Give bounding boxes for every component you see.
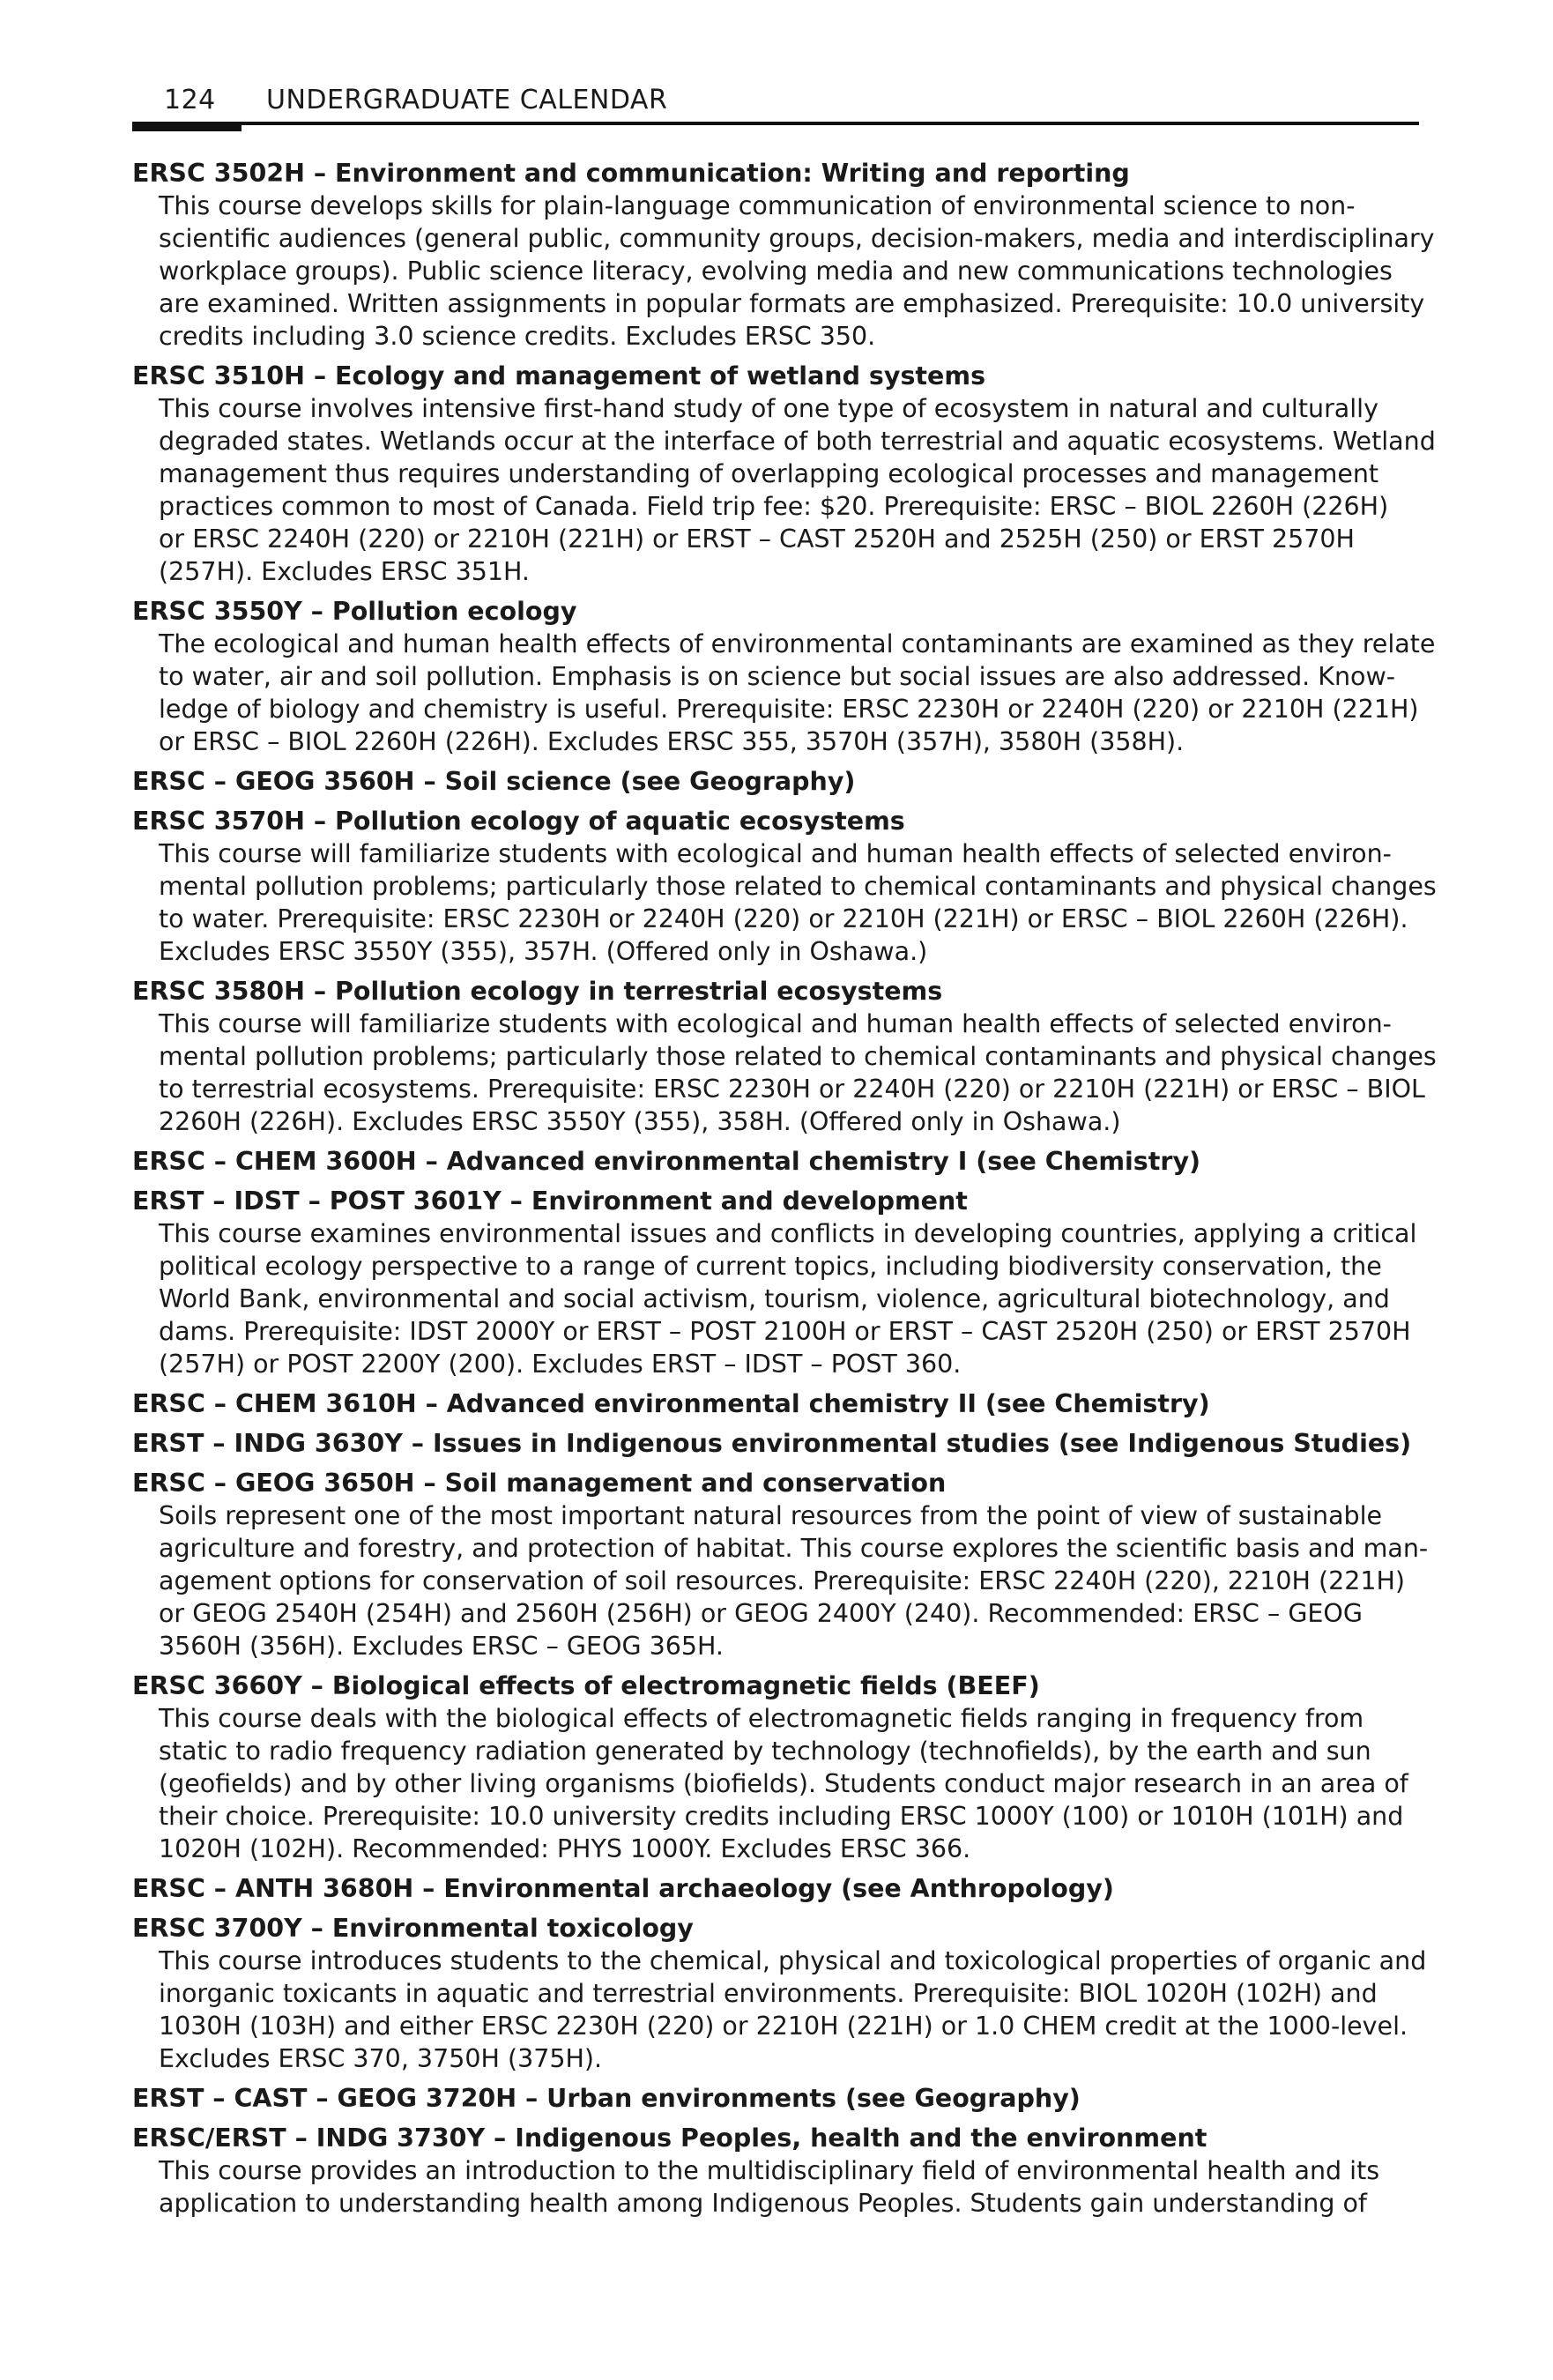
course-entry — [132, 765, 1401, 798]
description-line: Soils represent one of the most important natural resources from the point of view of sustainable — [159, 1501, 1383, 1530]
description-line: Excludes ERSC 370, 3750H (375H). — [159, 2044, 603, 2073]
course-description — [159, 1702, 1408, 1865]
description-line: 3560H (356H). Excludes ERSC – GEOG 365H. — [159, 1632, 724, 1661]
description-line: to water. Prerequisite: ERSC 2230H or 2240H (220) or 2210H (221H) or ERSC – BIOL 2260H (226H). — [159, 904, 1408, 933]
description-line: This course introduces students to the chemical, physical and toxicological properties of organic and — [159, 1946, 1427, 1975]
header-rule — [132, 122, 1419, 125]
description-line: This course develops skills for plain-language communication of environmental science to non- — [159, 191, 1356, 220]
course-list — [132, 157, 1437, 2227]
description-line: degraded states. Wetlands occur at the interface of both terrestrial and aquatic ecosystems. Wetland — [159, 427, 1436, 456]
course-entry — [132, 2082, 1401, 2115]
course-entry — [132, 1467, 1429, 1662]
description-line: This course will familiarize students with ecological and human health effects of selected environ- — [159, 1009, 1392, 1038]
course-title: ERSC 3660Y – Biological effects of electromagnetic fields (BEEF) — [132, 1671, 1040, 1700]
course-entry — [132, 360, 1436, 588]
course-entry — [132, 975, 1437, 1138]
course-entry — [132, 1872, 1401, 1905]
description-line: The ecological and human health effects of environmental contaminants are examined as they relate — [159, 629, 1436, 658]
description-line: their choice. Prerequisite: 10.0 university credits including ERSC 1000Y (100) or 1010H (101H) and — [159, 1802, 1404, 1831]
course-entry — [132, 595, 1436, 758]
course-title: ERST – IDST – POST 3601Y – Environment and development — [132, 1186, 968, 1216]
description-line: static to radio frequency radiation generated by technology (technofields), by the earth and sun — [159, 1737, 1371, 1766]
course-title: ERSC – ANTH 3680H – Environmental archaeology (see Anthropology) — [132, 1874, 1114, 1903]
description-line: agement options for conservation of soil resources. Prerequisite: ERSC 2240H (220), 2210H (221H) — [159, 1566, 1406, 1595]
description-line: practices common to most of Canada. Field trip fee: $20. Prerequisite: ERSC – BIOL 2260H (226H) — [159, 492, 1389, 521]
description-line: This course involves intensive first-hand study of one type of ecosystem in natural and culturally — [159, 394, 1378, 423]
course-description — [159, 190, 1435, 353]
course-description — [159, 1945, 1427, 2075]
description-line: (geofields) and by other living organisms (biofields). Students conduct major research in an area of — [159, 1769, 1408, 1798]
description-line: mental pollution problems; particularly those related to chemical contaminants and physical changes — [159, 872, 1437, 901]
description-line: This course examines environmental issues and conflicts in developing countries, applying a critical — [159, 1219, 1417, 1248]
course-description — [159, 1008, 1437, 1138]
description-line: 1030H (103H) and either ERSC 2230H (220) or 2210H (221H) or 1.0 CHEM credit at the 1000-level. — [159, 2012, 1408, 2041]
course-title: ERSC – GEOG 3560H – Soil science (see Geography) — [132, 767, 856, 796]
description-line: inorganic toxicants in aquatic and terrestrial environments. Prerequisite: BIOL 1020H (102H) and — [159, 1979, 1378, 2008]
course-title: ERSC 3580H – Pollution ecology in terrestrial ecosystems — [132, 977, 943, 1006]
course-title: ERSC 3510H – Ecology and management of wetland systems — [132, 361, 986, 390]
description-line: ledge of biology and chemistry is useful. Prerequisite: ERSC 2230H or 2240H (220) or 2210H (221H) — [159, 695, 1419, 724]
description-line: dams. Prerequisite: IDST 2000Y or ERST – POST 2100H or ERST – CAST 2520H (250) or ERST 2570H — [159, 1317, 1411, 1346]
description-line: Excludes ERSC 3550Y (355), 357H. (Offered only in Oshawa.) — [159, 937, 928, 966]
description-line: mental pollution problems; particularly those related to chemical contaminants and physical changes — [159, 1042, 1437, 1071]
course-entry — [132, 1670, 1408, 1865]
description-line: agriculture and forestry, and protection of habitat. This course explores the scientific basis and man- — [159, 1534, 1429, 1563]
course-description — [159, 392, 1436, 588]
course-title: ERSC/ERST – INDG 3730Y – Indigenous Peoples, health and the environment — [132, 2123, 1207, 2153]
course-title: ERSC – CHEM 3610H – Advanced environmental chemistry II (see Chemistry) — [132, 1389, 1210, 1418]
description-line: This course provides an introduction to the multidisciplinary field of environmental health and its — [159, 2156, 1380, 2185]
description-line: management thus requires understanding of overlapping ecological processes and management — [159, 459, 1379, 488]
description-line: to water, air and soil pollution. Emphasis is on science but social issues are also addressed. Know- — [159, 662, 1396, 691]
course-title: ERSC 3700Y – Environmental toxicology — [132, 1914, 694, 1943]
course-title: ERST – INDG 3630Y – Issues in Indigenous environmental studies (see Indigenous Studies) — [132, 1429, 1412, 1458]
course-entry — [132, 1427, 1412, 1460]
course-description — [159, 628, 1436, 758]
description-line: political ecology perspective to a range of current topics, including biodiversity conservation, the — [159, 1252, 1382, 1281]
course-title: ERSC 3570H – Pollution ecology of aquatic ecosystems — [132, 807, 905, 836]
course-description — [159, 837, 1437, 968]
description-line: (257H). Excludes ERSC 351H. — [159, 557, 530, 586]
course-entry — [132, 1912, 1427, 2075]
course-description — [159, 2154, 1401, 2220]
course-title: ERSC – CHEM 3600H – Advanced environmental chemistry I (see Chemistry) — [132, 1147, 1201, 1176]
page-number: 124 — [164, 85, 216, 115]
description-line: are examined. Written assignments in popular formats are emphasized. Prerequisite: 10.0 university — [159, 289, 1425, 318]
course-entry — [132, 1387, 1401, 1420]
description-line: scientific audiences (general public, community groups, decision-makers, media and interdisciplinary — [159, 224, 1435, 253]
course-title: ERSC 3502H – Environment and communication: Writing and reporting — [132, 159, 1130, 188]
description-line: This course deals with the biological effects of electromagnetic fields ranging in frequency from — [159, 1704, 1364, 1733]
description-line: to terrestrial ecosystems. Prerequisite: ERSC 2230H or 2240H (220) or 2210H (221H) or ERSC – BIOL — [159, 1075, 1425, 1104]
header-thick-bar — [132, 122, 241, 131]
running-title: UNDERGRADUATE CALENDAR — [266, 85, 668, 115]
description-line: or ERSC – BIOL 2260H (226H). Excludes ERSC 355, 3570H (357H), 3580H (358H). — [159, 727, 1185, 756]
description-line: This course will familiarize students with ecological and human health effects of selected environ- — [159, 839, 1392, 868]
course-title: ERSC – GEOG 3650H – Soil management and conservation — [132, 1469, 947, 1498]
description-line: workplace groups). Public science literacy, evolving media and new communications technologies — [159, 257, 1393, 286]
course-entry — [132, 2122, 1401, 2220]
description-line: credits including 3.0 science credits. Excludes ERSC 350. — [159, 322, 876, 351]
description-line: 2260H (226H). Excludes ERSC 3550Y (355), 358H. (Offered only in Oshawa.) — [159, 1107, 1121, 1136]
description-line: (257H) or POST 2200Y (200). Excludes ERST – IDST – POST 360. — [159, 1350, 962, 1379]
course-entry — [132, 1145, 1401, 1178]
description-line: 1020H (102H). Recommended: PHYS 1000Y. Excludes ERSC 366. — [159, 1834, 971, 1863]
course-description — [159, 1217, 1417, 1380]
course-entry — [132, 805, 1437, 968]
course-entry — [132, 1185, 1417, 1380]
header-text — [164, 85, 667, 115]
course-entry — [132, 157, 1435, 353]
course-title: ERSC 3550Y – Pollution ecology — [132, 597, 577, 626]
page-header — [132, 72, 1419, 129]
description-line: or ERSC 2240H (220) or 2210H (221H) or ERST – CAST 2520H and 2525H (250) or ERST 2570H — [159, 524, 1355, 554]
course-description — [159, 1499, 1429, 1662]
description-line: application to understanding health among Indigenous Peoples. Students gain understanding of — [159, 2189, 1367, 2218]
description-line: World Bank, environmental and social activism, tourism, violence, agricultural biotechnology, and — [159, 1284, 1390, 1313]
course-title: ERST – CAST – GEOG 3720H – Urban environments (see Geography) — [132, 2084, 1081, 2113]
description-line: or GEOG 2540H (254H) and 2560H (256H) or GEOG 2400Y (240). Recommended: ERSC – GEOG — [159, 1599, 1363, 1628]
